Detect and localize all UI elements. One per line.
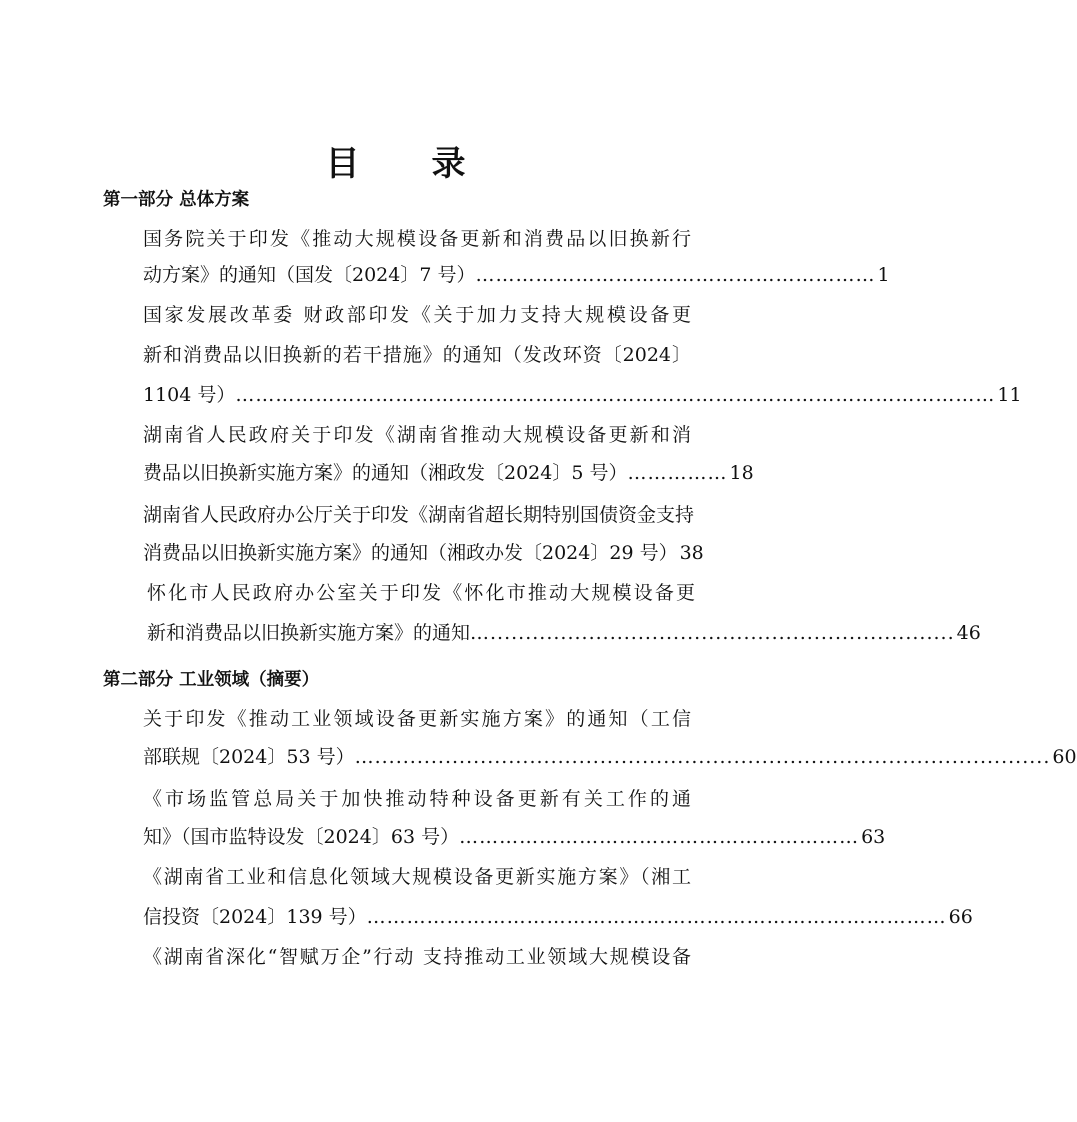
toc-entry-text: 1104 号） [143,384,236,406]
toc-entry[interactable] [143,460,754,486]
toc-entry-text: 费品以旧换新实施方案》的通知（湘政发〔2024〕5 号） [143,462,628,484]
toc-line: 《市场监管总局关于加快推动特种设备更新有关工作的通 [143,788,691,810]
toc-page-number: 60 [1052,746,1077,768]
toc-line: 国家发展改革委 财政部印发《关于加力支持大规模设备更 [143,304,691,326]
toc-line: 关于印发《推动工业领域设备更新实施方案》的通知（工信 [143,708,691,730]
toc-line: 怀化市人民政府办公室关于印发《怀化市推动大规模设备更 [147,582,695,604]
title-char-2: 录 [431,144,468,184]
toc-entry[interactable] [147,620,981,646]
toc-leader-dots: ….................................................................. [470,622,955,644]
toc-entry-text: 新和消费品以旧换新实施方案》的通知 [147,622,471,644]
toc-entry[interactable] [143,824,886,850]
toc-entry-text: 知》（国市监特设发〔2024〕63 号） [143,826,460,848]
toc-leader-dots: …………… [627,462,728,484]
toc-page-number: 11 [997,384,1022,406]
toc-entry-text: 动方案》的通知（国发〔2024〕7 号） [143,264,476,286]
toc-line: 湖南省人民政府关于印发《湖南省推动大规模设备更新和消 [143,424,691,446]
toc-entry-text: 部联规〔2024〕53 号） [143,746,355,768]
toc-entry-text: 消费品以旧换新实施方案》的通知（湘政办发〔2024〕29 号） [143,542,678,564]
toc-line: 国务院关于印发《推动大规模设备更新和消费品以旧换新行 [143,228,691,250]
toc-leader-dots: …………………………………………………… [459,826,860,848]
toc-leader-dots: …………………………………………………………………………………………………… [235,384,996,406]
toc-leader-dots: …................................................................................................ [354,746,1051,768]
toc-line: 湖南省人民政府办公厅关于印发《湖南省超长期特别国债资金支持 [143,504,695,526]
toc-entry[interactable] [143,382,1022,408]
toc-page-number: 46 [956,622,981,644]
toc-entry[interactable] [143,744,1077,770]
toc-page-number: 18 [729,462,754,484]
toc-line: 《湖南省工业和信息化领域大规模设备更新实施方案》（湘工 [143,866,691,888]
title-char-1: 目 [325,144,362,184]
page-title [0,136,793,185]
toc-line: 新和消费品以旧换新的若干措施》的通知（发改环资〔2024〕 [143,344,691,366]
toc-entry[interactable] [143,262,890,288]
toc-page-number: 1 [877,264,890,286]
section-heading-1: 第一部分 总体方案 [103,190,250,210]
section-heading-2: 第二部分 工业领域（摘要） [103,670,320,690]
toc-leader-dots: …………………………………………………… [475,264,876,286]
toc-entry[interactable] [143,540,704,566]
toc-page-number: 66 [948,906,973,928]
toc-line: 《湖南省深化“智赋万企”行动 支持推动工业领域大规模设备 [143,946,691,968]
toc-entry-text: 信投资〔2024〕139 号） [143,906,367,928]
toc-entry[interactable] [143,904,973,930]
toc-page-number: 63 [861,826,886,848]
toc-leader-dots: …………………………………………………………………………… [366,906,947,928]
toc-page-number: 38 [679,542,704,564]
